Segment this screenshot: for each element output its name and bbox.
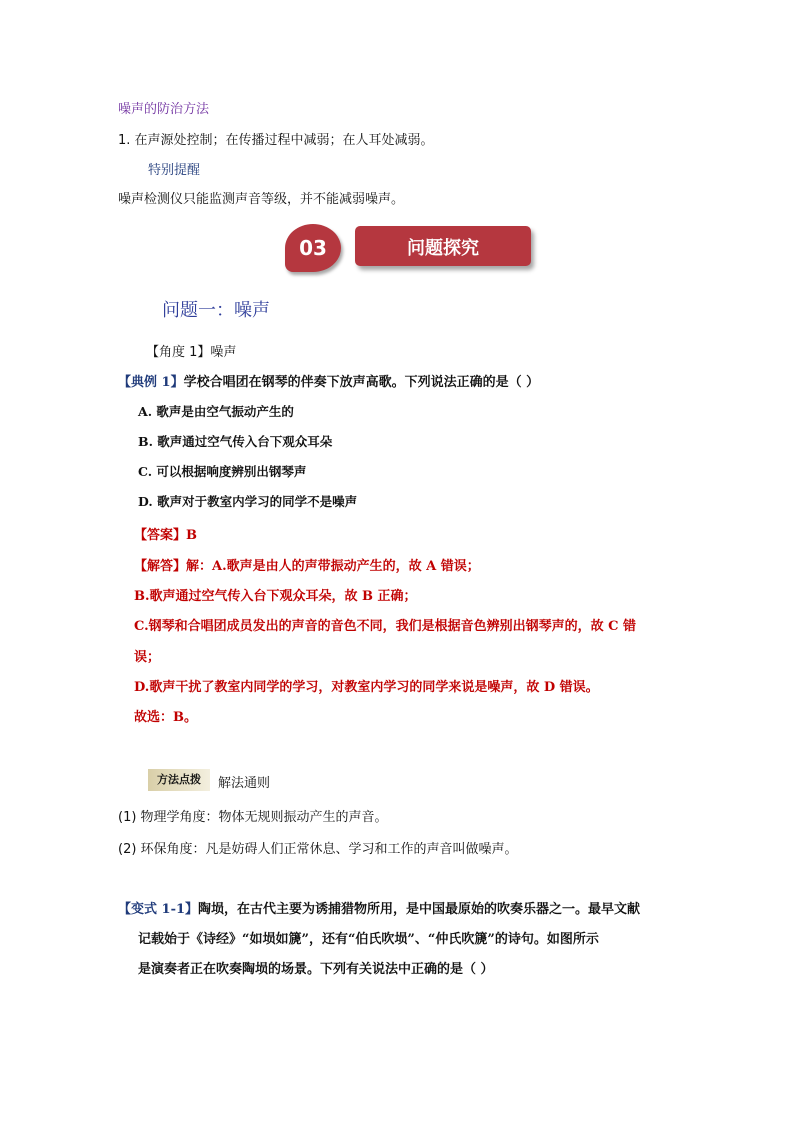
- noise-prevention-heading: 噪声的防治方法: [118, 102, 210, 117]
- example-label: 【典例 1】: [118, 375, 184, 390]
- method-tag: 方法点拨: [148, 769, 210, 791]
- section-number: 03: [299, 236, 327, 260]
- question-1-title: 问题一：噪声: [162, 300, 270, 321]
- answer: 【答案】B: [134, 528, 197, 543]
- special-reminder-title: 特别提醒: [148, 163, 201, 178]
- analysis-line-6: 故选：B。: [134, 710, 197, 725]
- example-stem-line: [118, 371, 539, 390]
- option-a: A. 歌声是由空气振动产生的: [138, 404, 294, 419]
- prevention-item-1: 1. 在声源处控制；在传播过程中减弱；在人耳处减弱。: [118, 133, 434, 148]
- example-stem: 学校合唱团在钢琴的伴奏下放声高歌。下列说法正确的是（ ）: [183, 375, 540, 390]
- angle-label: 【角度 1】噪声: [146, 345, 237, 360]
- option-c: C. 可以根据响度辨别出钢琴声: [138, 464, 307, 479]
- analysis-line-5: D.歌声干扰了教室内同学的学习，对教室内学习的同学来说是噪声，故 D 错误。: [134, 680, 599, 695]
- analysis-line-2: B.歌声通过空气传入台下观众耳朵，故 B 正确；: [134, 589, 417, 604]
- variant-label: 【变式 1-1】: [118, 902, 199, 917]
- method-title: 解法通则: [218, 776, 271, 791]
- special-reminder-text: 噪声检测仪只能监测声音等级，并不能减弱噪声。: [118, 192, 405, 207]
- method-point-1: (1) 物理学角度：物体无规则振动产生的声音。: [118, 810, 388, 825]
- variant-line-2: 记载始于《诗经》“如埙如篪”，还有“伯氏吹埙”、“仲氏吹篪”的诗句。如图所示: [138, 932, 599, 947]
- variant-text-1: 陶埙，在古代主要为诱捕猎物所用，是中国最原始的吹奏乐器之一。最早文献: [198, 902, 641, 917]
- option-b: B. 歌声通过空气传入台下观众耳朵: [138, 434, 333, 449]
- variant-line-1: [118, 898, 640, 917]
- analysis-line-3: C.钢琴和合唱团成员发出的声音的音色不同，我们是根据音色辨别出钢琴声的，故 C 错: [134, 619, 637, 634]
- analysis-line-1: 【解答】解：A.歌声是由人的声带振动产生的，故 A 错误；: [134, 559, 480, 574]
- variant-line-3: 是演奏者正在吹奏陶埙的场景。下列有关说法中正确的是（ ）: [138, 962, 494, 977]
- section-banner: [285, 220, 535, 276]
- option-d: D. 歌声对于教室内学习的同学不是噪声: [138, 494, 358, 509]
- method-point-2: (2) 环保角度：凡是妨碍人们正常休息、学习和工作的声音叫做噪声。: [118, 842, 518, 857]
- section-title: 问题探究: [407, 238, 479, 259]
- analysis-line-4: 误；: [134, 650, 161, 665]
